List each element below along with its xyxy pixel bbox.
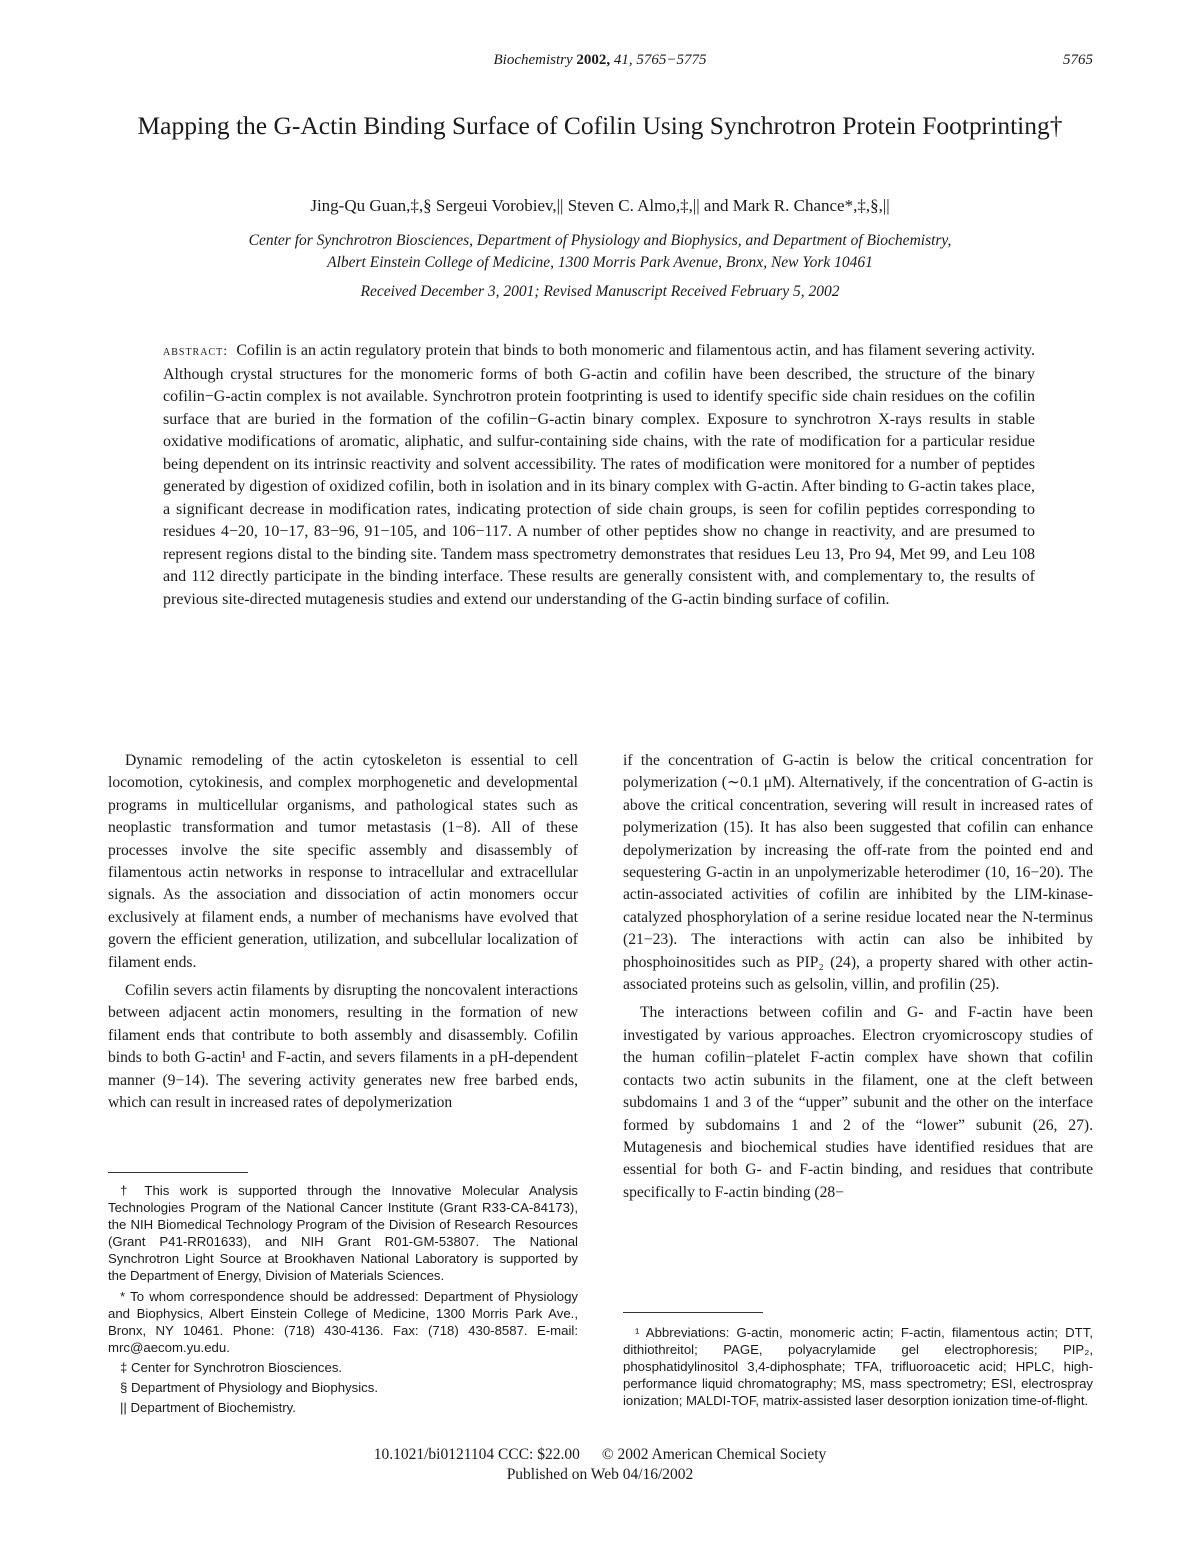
journal-header: Biochemistry 2002, 41, 5765−5775 (493, 52, 707, 68)
copyright: © 2002 American Chemical Society (601, 1446, 827, 1463)
body-paragraph: The interactions between cofilin and G- and F-actin have been investigated by various approaches. Electron cryomicroscopy studies of the human cofilin−platelet F-actin complex have shown that cofilin contacts two actin subunits in the filament, one at the cleft between subdomains 1 and 3 of the “upper” subunit and the other on the interface formed by subdomains 1 and 2 of the “lower” subunit (26, 27). Mutagenesis and biochemical studies have identified residues that are essential for both G- and F-actin binding, and residues that contribute specifically to F-actin binding (28− (623, 1004, 1093, 1201)
body-paragraph: Dynamic remodeling of the actin cytoskeleton is essential to cell locomotion, cytokinesis, and complex morphogenetic and developmental programs in multicellular organisms, and pathological states such as neoplastic transformation and tumor metastasis (1−8). All of these processes involve the site specific assembly and disassembly of filamentous actin networks in response to intracellular and extracellular signals. As the association and dissociation of actin monomers occur exclusively at filament ends, a number of mechanisms have evolved that govern the efficient generation, utilization, and subcellular localization of filament ends. (108, 752, 578, 971)
affiliation-line: Center for Synchrotron Biosciences, Department of Physiology and Biophysics, and Department of Biochemistry, (248, 232, 952, 249)
footnote: ‡ Center for Synchrotron Biosciences. (120, 1359, 343, 1375)
footnote-divider (623, 1312, 763, 1313)
body-column-right (623, 750, 1093, 1204)
footnote: § Department of Physiology and Biophysics. (120, 1380, 379, 1396)
author-list: Jing-Qu Guan,‡,§ Sergeui Vorobiev,|| Steven C. Almo,‡,|| and Mark R. Chance*,‡,§,|| (310, 196, 890, 215)
footer-doi-line (300, 1446, 900, 1464)
body-column-left (108, 750, 578, 1115)
body-paragraph: Cofilin severs actin filaments by disrupting the noncovalent interactions between adjacent actin monomers, resulting in the formation of new filament ends that contribute to both assembly and disassembly. Cofilin binds to both G-actin¹ and F-actin, and severs filaments in a pH-dependent manner (9−14). The severing activity generates new free barbed ends, which can result in increased rates of depolymerization (108, 982, 578, 1112)
footnotes-right (623, 1324, 1093, 1409)
affiliation-line: Albert Einstein College of Medicine, 1300 Morris Park Avenue, Bronx, New York 10461 (327, 254, 873, 271)
article-title: Mapping the G-Actin Binding Surface of Cofilin Using Synchrotron Protein Footprinting† (137, 111, 1063, 140)
received-dates: Received December 3, 2001; Revised Manuscript Received February 5, 2002 (360, 283, 840, 300)
affiliations (130, 230, 1070, 274)
abstract-label: abstract: (163, 344, 229, 359)
footnote: || Department of Biochemistry. (120, 1400, 296, 1416)
abstract-text: Cofilin is an actin regulatory protein that binds to both monomeric and filamentous actin, and has filament severing activity. Although crystal structures for the monomeric forms of both G-actin and cofilin have been described, the structure of the binary cofilin−G-actin complex is not available. Synchrotron protein footprinting is used to identify specific side chain residues on the cofilin surface that are buried in the formation of the cofilin−G-actin binary complex. Exposure to synchrotron X-rays results in stable oxidative modifications of aromatic, aliphatic, and sulfur-containing side chains, with the rate of modification for a particular residue being dependent on its intrinsic reactivity and solvent accessibility. The rates of modification were monitored for a number of peptides generated by digestion of oxidized cofilin, both in isolation and in its binary complex with G-actin. After binding to G-actin takes place, a significant decrease in modification rates, indicating protection of side chain groups, is seen for cofilin peptides corresponding to residues 4−20, 10−17, 83−96, 91−105, and 106−117. A number of other peptides show no change in reactivity, and are presumed to represent regions distal to the binding site. Tandem mass spectrometry demonstrates that residues Leu 13, Pro 94, Met 99, and Leu 108 and 112 directly participate in the binding interface. These results are generally consistent with, and complementary to, the results of previous site-directed mutagenesis studies and extend our understanding of the G-actin binding surface of cofilin. (163, 342, 1036, 608)
footnote: † This work is supported through the Innovative Molecular Analysis Technologies Program of the National Cancer Institute (Grant R33-CA-84173), the NIH Biomedical Technology Program of the Division of Research Resources (Grant P41-RR01633), and NIH Grant R01-GM-53807. The National Synchrotron Light Source at Brookhaven National Laboratory is supported by the Department of Energy, Division of Materials Sciences. (108, 1183, 578, 1284)
abstract (163, 340, 1035, 611)
footnote: * To whom correspondence should be addressed: Department of Physiology and Biophysics, Albert Einstein College of Medicine, 1300 Morris Park Ave., Bronx, NY 10461. Phone: (718) 430-4136. Fax: (718) 430-8587. E-mail: mrc@aecom.yu.edu. (108, 1288, 578, 1355)
footnote-divider (108, 1172, 248, 1173)
published-date: Published on Web 04/16/2002 (506, 1466, 694, 1483)
footnotes-left (108, 1182, 578, 1416)
footnote: ¹ Abbreviations: G-actin, monomeric actin; F-actin, filamentous actin; DTT, dithiothreitol; PAGE, polyacrylamide gel electrophoresis; PIP₂, phosphatidylinositol 3,4-diphosphate; TFA, trifluoroacetic acid; HPLC, high-performance liquid chromatography; MS, mass spectrometry; ESI, electrospray ionization; MALDI-TOF, matrix-assisted laser desorption ionization time-of-flight. (623, 1325, 1093, 1409)
body-paragraph: if the concentration of G-actin is below the critical concentration for polymerization (∼0.1 μM). Alternatively, if the concentration of G-actin is above the critical concentration, severing will result in increased rates of polymerization (15). It has also been suggested that cofilin can enhance depolymerization by increasing the off-rate from the pointed end and sequestering G-actin in an unpolymerizable heterodimer (10, 16−20). The actin-associated activities of cofilin are inhibited by the LIM-kinase-catalyzed phosphorylation of a serine residue located near the N-terminus (21−23). The interactions with actin can also be inhibited by phosphoinositides such as PIP₂ (24), a property shared with other actin-associated proteins such as gelsolin, villin, and profilin (25). (623, 752, 1093, 994)
doi: 10.1021/bi0121104 CCC: $22.00 (373, 1446, 580, 1463)
page-number: 5765 (1063, 52, 1093, 68)
